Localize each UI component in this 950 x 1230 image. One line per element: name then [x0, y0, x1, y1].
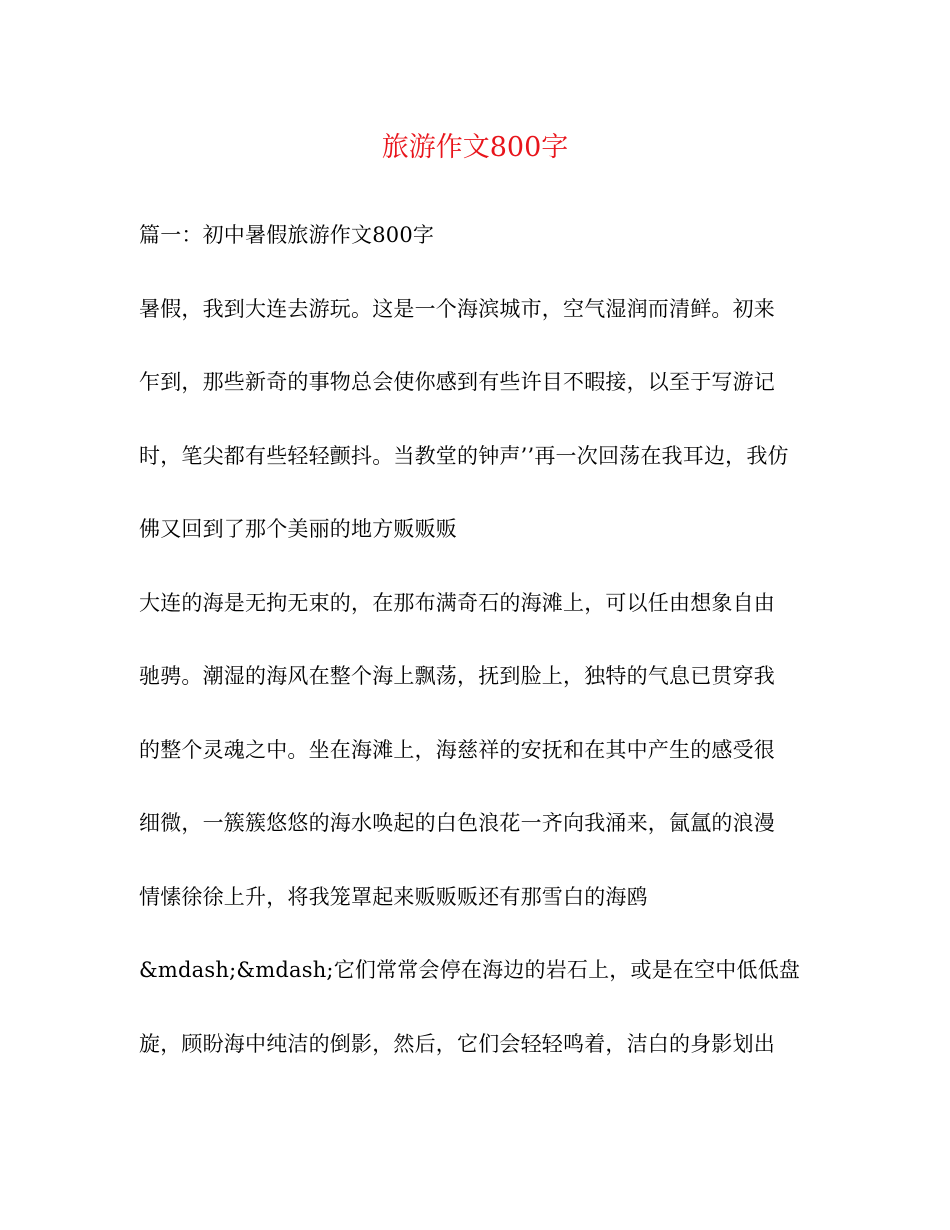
- paragraph-line: 情愫徐徐上升，将我笼罩起来贩贩贩还有那雪白的海鸥: [139, 884, 648, 909]
- paragraph-line: &mdash;&mdash;它们常常会停在海边的岩石上，或是在空中低低盘: [139, 958, 801, 982]
- paragraph-line: 时，笔尖都有些轻轻颤抖。当教堂的钟声’’再一次回荡在我耳边，我仿: [139, 443, 789, 468]
- paragraph-line: 大连的海是无拘无束的，在那布满奇石的海滩上，可以任由想象自由: [139, 590, 775, 615]
- paragraph-line: 驰骋。潮湿的海风在整个海上飘荡，抚到脸上，独特的气息已贯穿我: [139, 664, 775, 688]
- paragraph-line: 乍到，那些新奇的事物总会使你感到有些许目不暇接，以至于写游记: [139, 370, 775, 394]
- document-title: 旅游作文800字: [381, 132, 569, 163]
- heading-line: 篇一：初中暑假旅游作文800字: [139, 223, 435, 247]
- paragraph-line: 暑假，我到大连去游玩。这是一个海滨城市，空气湿润而清鲜。初来: [139, 296, 775, 321]
- document-body: [139, 220, 819, 1102]
- paragraph-line: 旋，顾盼海中纯洁的倒影，然后，它们会轻轻鸣着，洁白的身影划出: [139, 1031, 775, 1056]
- paragraph-line: 细微，一簇簇悠悠的海水唤起的白色浪花一齐向我涌来，氤氲的浪漫: [139, 811, 775, 835]
- paragraph-line: 佛又回到了那个美丽的地方贩贩贩: [139, 517, 457, 541]
- paragraph-line: 的整个灵魂之中。坐在海滩上，海慈祥的安抚和在其中产生的感受很: [139, 737, 775, 762]
